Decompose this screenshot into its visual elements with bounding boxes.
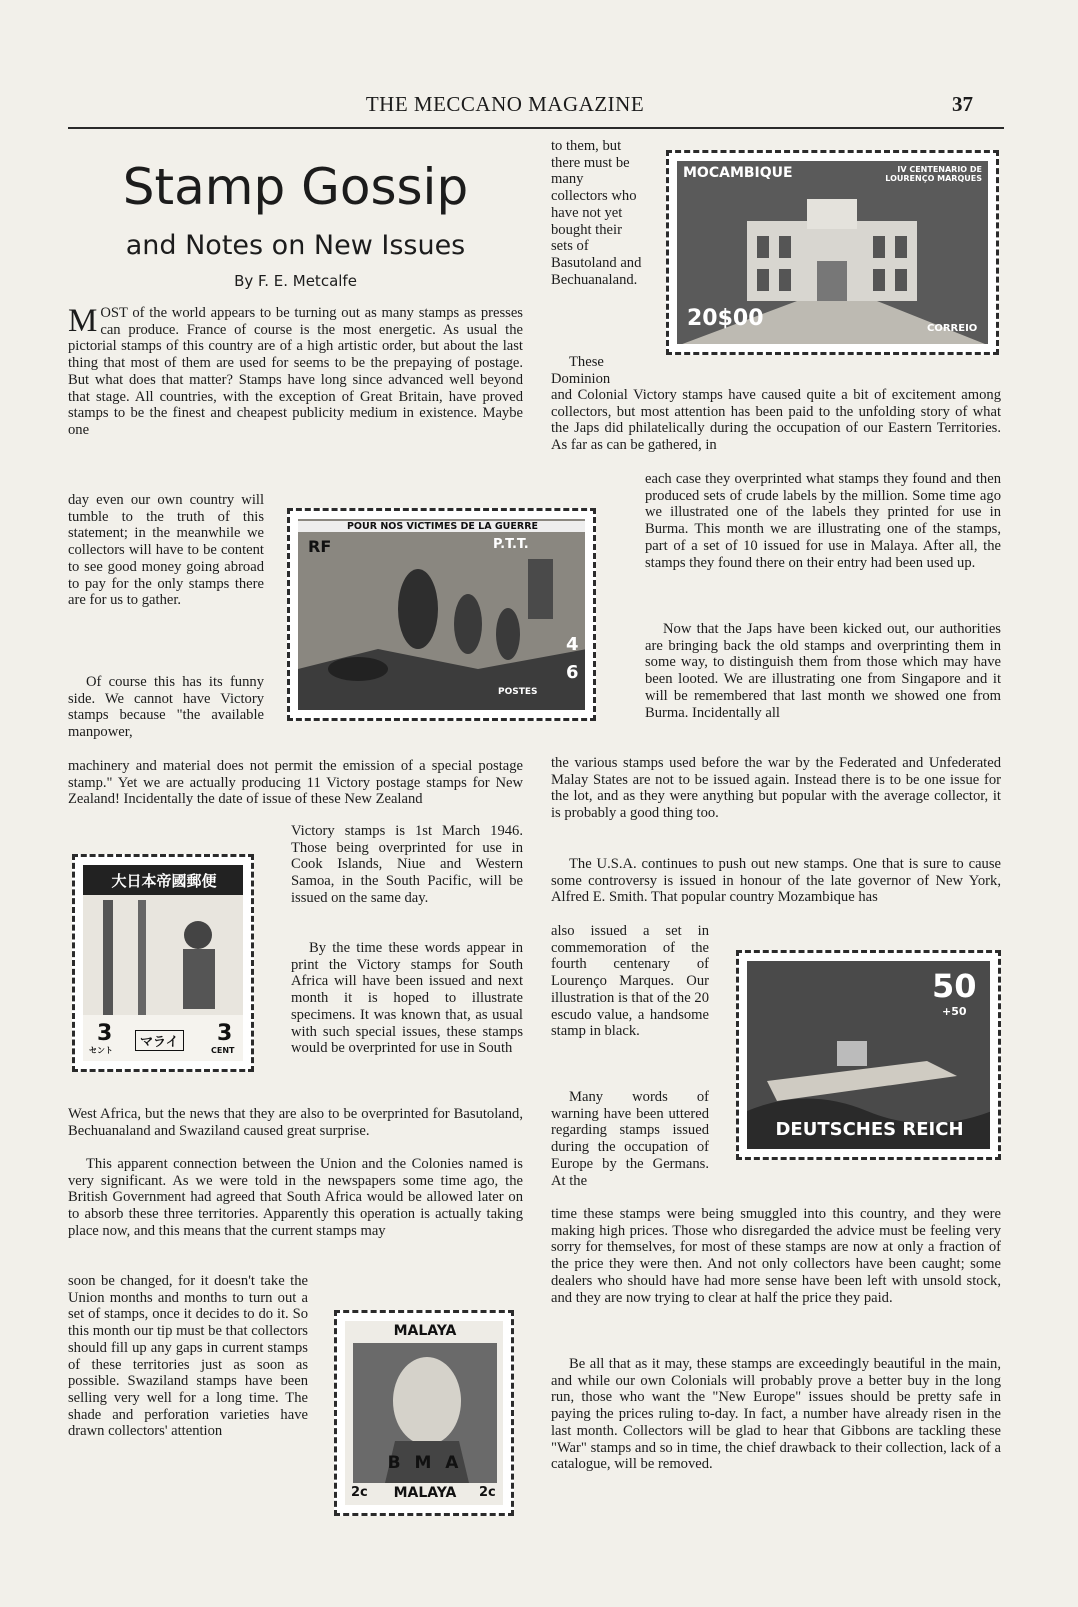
- stamp-sen: セント: [89, 1046, 113, 1055]
- stamp-country: MOCAMBIQUE: [683, 165, 793, 181]
- col2-paragraph-1: to them, but there must be many collectors who have not yet bought their sets of Basutoland and Bechuanaland.: [551, 138, 642, 288]
- col2-paragraph-2-right: each case they overprinted what stamps they found and then produced sets of crude labels by the million. Some time ago we illustrated one of the labels they printed for use in Burma. This month we are illustrating one of the stamps, part of a set of 10 issued for use in Malaya. After all, the stamps they found there on their entry had been used up.: [645, 471, 1001, 571]
- stamp-france: [287, 508, 596, 721]
- stamp-caption: POUR NOS VICTIMES DE LA GUERRE: [298, 521, 585, 532]
- col2-paragraph-2-cont: and Colonial Victory stamps have caused quite a bit of excitement among collectors, but most attention has been paid to the unfolding story of what the Japs did philatelically during the occupation of our Eastern Territories. As far as can be gathered, in: [551, 387, 1001, 454]
- col2-paragraph-5-cont: time these stamps were being smuggled into this country, and they were making high prices. Those who disregarded the advice must be feeling very sorry for themselves, for most of these stamps are now at only a fraction of the price they were then. And not only collectors have been caught; some dealers who should have had more sense have been left with unsold stock, and they are now trying to clear at half the price they paid.: [551, 1206, 1001, 1306]
- col2-paragraph-6: Be all that as it may, these stamps are exceedingly beautiful in the main, and while our own Colonials will probably prove a better buy in the long run, those who want the "New Europe" issues should be pretty safe in paying the prices ruling to-day. In fact, a number have already risen in the last month. Collectors will be glad to hear that Gibbons are tackling these "War" stamps and so in time, the chief drawback to their collection, lack of a catalogue, will be removed.: [551, 1356, 1001, 1473]
- col1-paragraph-4-left: soon be changed, for it doesn't take the Union months and months to turn out a set of stamps, once it decides to do it. So this month our tip must be that collectors should fill up any gaps in current stamps of these territories just as soon as possible. Swaziland stamps have been selling very well for a long time. The shade and perforation varieties have drawn collectors' attention: [68, 1273, 308, 1440]
- stamp-top-label: MALAYA: [393, 1323, 457, 1339]
- stamp-corner-text: CORREIO: [927, 323, 978, 334]
- header-rule: [68, 127, 1004, 129]
- col2-paragraph-5: Many words of warning have been uttered regarding stamps issued during the occupation of Europe by the Germans. At the: [551, 1089, 709, 1189]
- article-subtitle: and Notes on New Issues: [125, 230, 466, 261]
- col2-paragraph-4-left: also issued a set in commemoration of the fourth centenary of Lourenço Marques. Our illustration is that of the 20 escudo value, a handsome stamp in black.: [551, 923, 709, 1040]
- stamp-value: 50: [932, 967, 977, 1005]
- stamp-top-characters: 大日本帝國郵便: [111, 872, 217, 890]
- col1-paragraph-2-right: Victory stamps is 1st March 1946. Those being overprinted for use in Cook Islands, Niue and Western Samoa, in the South Pacific, will be issued on the same day.: [291, 823, 523, 906]
- col2-paragraph-3-cont: the various stamps used before the war by the Federated and Unfederated Malay States are not to be issued again. Instead there is to be one issue for the lot, and as they were anything but popular with the average collector, it is probably a good thing too.: [551, 755, 1001, 822]
- stamp-malaya-bma: [334, 1310, 514, 1516]
- col1-paragraph-2: Of course this has its funny side. We cannot have Victory stamps because "the available manpower,: [68, 674, 264, 741]
- king-portrait-illustration: [345, 1321, 503, 1505]
- stamp-ptt: P.T.T.: [493, 537, 529, 552]
- stamp-value-right: 2c: [479, 1485, 496, 1500]
- stamp-value-bottom: 6: [566, 662, 579, 683]
- stamp-value-left: 2c: [351, 1485, 368, 1500]
- col1-paragraph-4: This apparent connection between the Union and the Colonies named is very significant. As we were told in the newspapers some time ago, the British Government had agreed that South Africa would be allowed later on to absorb these three territories. Apparently this operation is actually taking place now, and this means that the current stamps may: [68, 1156, 523, 1239]
- col1-paragraph-3-cont: West Africa, but the news that they are also to be overprinted for Basutoland, Bechuanaland and Swaziland caused great surprise.: [68, 1106, 523, 1139]
- stamp-mozambique: [666, 150, 999, 355]
- stamp-country: DEUTSCHES REICH: [775, 1119, 964, 1140]
- stamp-cent: CENT: [211, 1046, 235, 1055]
- war-victims-illustration: [298, 519, 585, 710]
- stamp-value-top: 4: [566, 634, 579, 655]
- byline: By F. E. Metcalfe: [234, 272, 357, 290]
- col1-paragraph-2-cont: machinery and material does not permit the emission of a special postage stamp." Yet we are actually producing 11 Victory postage stamps for New Zealand! Incidentally the date of issue of these New Zealand: [68, 758, 523, 808]
- stamp-value: 20$00: [687, 306, 764, 331]
- article-title: Stamp Gossip: [122, 158, 469, 216]
- stamp-deutsches-reich: [736, 950, 1001, 1160]
- stamp-inscription: IV CENTENARIO DE LOURENÇO MARQUES: [885, 165, 982, 183]
- stamp-overprint: B M A: [387, 1453, 463, 1473]
- stamp-japan-malaya: [72, 854, 254, 1072]
- col1-paragraph-1: MOST of the world appears to be turning out as many stamps as presses can produce. France of course is the most energetic. As usual the pictorial stamps of this country are of a high artistic order, but about the last thing that most of them are used for seems to be the prepaying of postage. But what does that matter? Stamps have long since advanced well beyond that stage. All countries, with the exception of Great Britain, have proved stamps to be the finest and cheapest publicity medium in existence. Maybe one: [68, 303, 523, 438]
- col2-paragraph-2: These Dominion: [551, 354, 611, 387]
- page-number: 37: [952, 92, 973, 116]
- running-header: THE MECCANO MAGAZINE: [365, 92, 645, 116]
- stamp-surcharge: +50: [942, 1005, 967, 1018]
- stamp-rf: RF: [308, 537, 332, 556]
- col2-paragraph-4: The U.S.A. continues to push out new stamps. One that is sure to cause some controversy is issued in honour of the late governor of New York, Alfred E. Smith. That popular country Mozambique has: [551, 856, 1001, 906]
- stamp-postes: POSTES: [498, 687, 538, 697]
- stamp-value-right: 3: [217, 1021, 233, 1046]
- drop-cap: M: [68, 303, 98, 339]
- stamp-value-left: 3: [97, 1021, 113, 1046]
- stamp-malai: マライ: [135, 1030, 184, 1051]
- stamp-bottom-label: MALAYA: [393, 1485, 457, 1501]
- col1-paragraph-1-cont: day even our own country will tumble to the truth of this statement; in the meanwhile we collectors will have to be content to see good money going abroad to pay for the only stamps there are for us to gather.: [68, 492, 264, 609]
- col1-paragraph-3: By the time these words appear in print the Victory stamps for South Africa will have been issued and next month it is hoped to illustrate specimens. It was known that, as usual with such special issues, these stamps would be overprinted for use in South: [291, 940, 523, 1057]
- col2-paragraph-3: Now that the Japs have been kicked out, our authorities are bringing back the old stamps and overprinting them in some way, to distinguish them from those which may have been looted. We are illustrating one from Singapore and it will be remembered that last month we showed one from Burma. Incidentally all: [645, 621, 1001, 721]
